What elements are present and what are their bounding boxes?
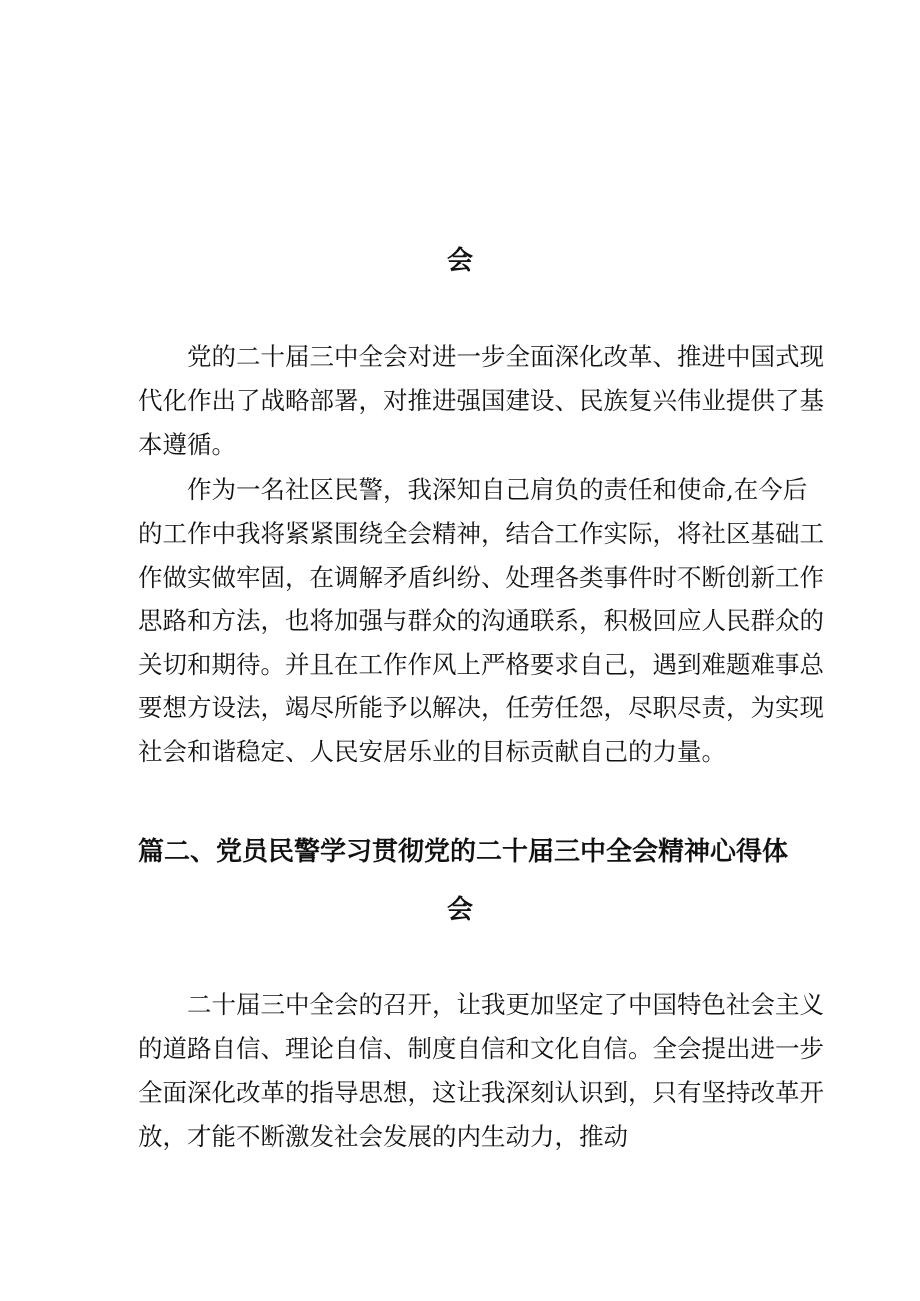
section-2-title-tail: 会 [446,895,473,925]
continued-title-tail: 会 [446,246,473,276]
paragraph-3-line: 的道路自信、理论自信、制度自信和文化自信。全会提出进一步 [138,1034,824,1063]
paragraph-3-line: 放，才能不断激发社会发展的内生动力，推动 [138,1122,628,1151]
paragraph-1-line: 本遵循。 [138,430,236,459]
paragraph-1-line: 党的二十届三中全会对进一步全面深化改革、推进中国式现 [187,342,824,371]
paragraph-2-line: 要想方设法，竭尽所能予以解决，任劳任怨，尽职尽责，为实现 [138,693,824,722]
paragraph-3-line: 二十届三中全会的召开，让我更加坚定了中国特色社会主义 [187,990,824,1019]
paragraph-2-line: 思路和方法，也将加强与群众的沟通联系，积极回应人民群众的 [138,606,824,635]
paragraph-1-line: 代化作出了战略部署，对推进强国建设、民族复兴伟业提供了基 [138,386,824,415]
paragraph-2-line: 社会和谐稳定、人民安居乐业的目标贡献自己的力量。 [138,737,726,766]
paragraph-2-line: 作为一名社区民警，我深知自己肩负的责任和使命,在今后 [187,475,808,504]
paragraph-2-line: 作做实做牢固，在调解矛盾纠纷、处理各类事件时不断创新工作 [138,563,824,592]
paragraph-2-line: 关切和期待。并且在工作作风上严格要求自己，遇到难题难事总 [138,650,824,679]
paragraph-2-line: 的工作中我将紧紧围绕全会精神，结合工作实际，将社区基础工 [138,519,824,548]
paragraph-3-line: 全面深化改革的指导思想，这让我深刻认识到，只有坚持改革开 [138,1078,824,1107]
section-2-title: 篇二、党员民警学习贯彻党的二十届三中全会精神心得体 [138,837,789,867]
